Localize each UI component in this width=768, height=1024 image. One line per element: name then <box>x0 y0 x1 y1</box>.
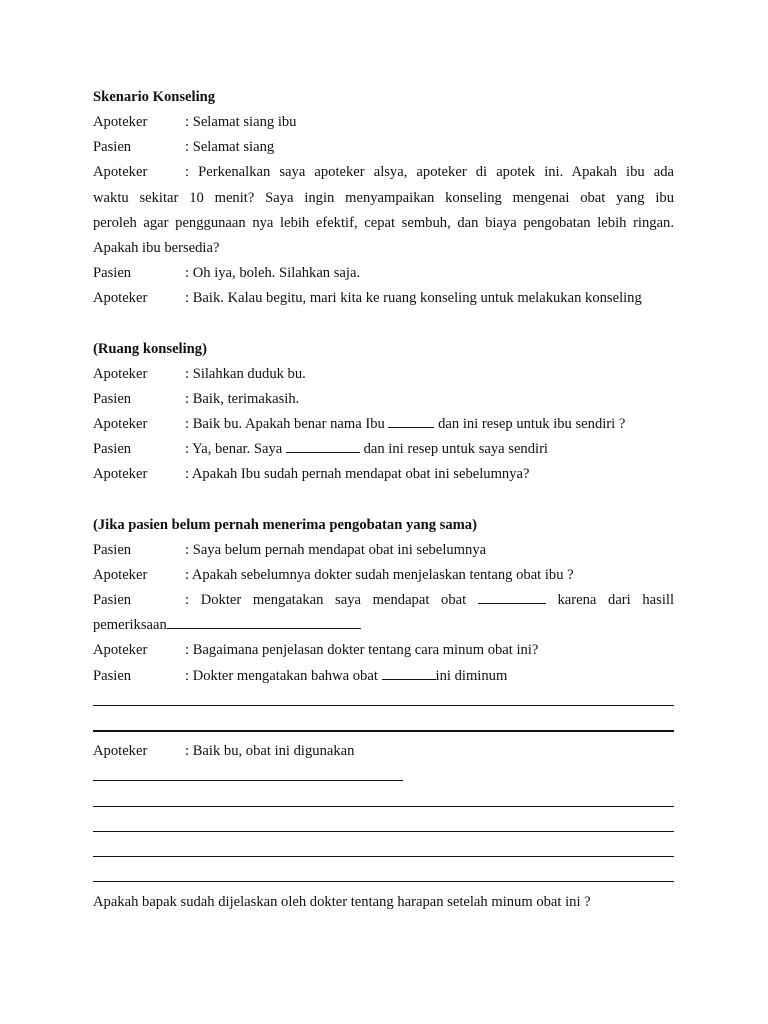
answer-rule <box>93 806 674 807</box>
dialogue-text: : Selamat siang <box>185 139 275 155</box>
dialogue-line <box>93 566 674 584</box>
dialogue-line <box>93 415 674 433</box>
dialogue-text: : Selamat siang ibu <box>185 114 297 130</box>
answer-rule <box>93 881 674 882</box>
dialogue-continuation: peroleh agar penggunaan nya lebih efektif, cepat sembuh, dan biaya pengobatan lebih ringan. <box>93 215 674 231</box>
answer-rule <box>93 780 403 781</box>
fill-blank <box>286 440 360 453</box>
speaker-label: Pasien <box>93 668 132 684</box>
dialogue-text: : Baik, terimakasih. <box>185 391 300 407</box>
dialogue-line <box>93 365 674 383</box>
dialogue-text: : Ya, benar. Saya <box>185 441 286 457</box>
speaker-label: Apoteker <box>93 114 148 130</box>
dialogue-continuation: waktu sekitar 10 menit? Saya ingin menyampaikan konseling mengenai obat yang ibu <box>93 190 674 206</box>
speaker-label: Pasien <box>93 265 132 281</box>
speaker-label: Apoteker <box>93 642 148 658</box>
dialogue-line <box>93 541 674 559</box>
dialogue-line <box>93 641 674 659</box>
fill-blank <box>382 667 436 680</box>
dialogue-text: karena dari hasill <box>545 592 674 608</box>
speaker-label: Pasien <box>93 391 132 407</box>
speaker-label: Apoteker <box>93 290 148 306</box>
fill-blank <box>478 591 546 604</box>
speaker-label: Apoteker <box>93 416 148 432</box>
dialogue-continuation: Apakah ibu bersedia? <box>93 240 220 256</box>
dialogue-text: dan ini resep untuk ibu sendiri ? <box>434 416 626 432</box>
dialogue-text: : Oh iya, boleh. Silahkan saja. <box>185 265 361 281</box>
speaker-label: Apoteker <box>93 164 148 180</box>
answer-rule <box>93 831 674 832</box>
answer-rule <box>93 856 674 857</box>
dialogue-text: : Bagaimana penjelasan dokter tentang cara minum obat ini? <box>185 642 539 658</box>
section-heading: (Ruang konseling) <box>93 341 207 357</box>
dialogue-line <box>93 163 674 181</box>
section-heading: (Jika pasien belum pernah menerima pengobatan yang sama) <box>93 517 477 533</box>
dialogue-line <box>93 591 674 609</box>
speaker-label: Apoteker <box>93 567 148 583</box>
answer-rule <box>93 730 674 732</box>
dialogue-text: : Dokter mengatakan saya mendapat obat <box>185 592 478 608</box>
dialogue-text: : Baik bu, obat ini digunakan <box>185 743 355 759</box>
dialogue-line <box>93 138 674 156</box>
speaker-label: Pasien <box>93 139 132 155</box>
dialogue-text: ini diminum <box>435 668 508 684</box>
speaker-label: Pasien <box>93 441 132 457</box>
dialogue-text: : Perkenalkan saya apoteker alsya, apoteker di apotek ini. Apakah ibu ada <box>185 164 674 180</box>
answer-rule <box>93 705 674 706</box>
dialogue-line <box>93 742 674 760</box>
dialogue-text: dan ini resep untuk saya sendiri <box>359 441 548 457</box>
dialogue-text: : Dokter mengatakan bahwa obat <box>185 668 382 684</box>
dialogue-text: : Apakah Ibu sudah pernah mendapat obat ini sebelumnya? <box>185 466 530 482</box>
dialogue-line <box>93 390 674 408</box>
dialogue-line <box>93 289 674 307</box>
dialogue-text: : Silahkan duduk bu. <box>185 366 306 382</box>
closing-question: Apakah bapak sudah dijelaskan oleh dokter tentang harapan setelah minum obat ini ? <box>93 894 591 910</box>
dialogue-text: pemeriksaan <box>93 617 167 633</box>
fill-blank <box>388 415 434 428</box>
dialogue-text: : Baik bu. Apakah benar nama Ibu <box>185 416 389 432</box>
dialogue-text: : Baik. Kalau begitu, mari kita ke ruang konseling untuk melakukan konseling <box>185 290 642 306</box>
dialogue-text: : Saya belum pernah mendapat obat ini sebelumnya <box>185 542 487 558</box>
speaker-label: Apoteker <box>93 466 148 482</box>
dialogue-line <box>93 113 674 131</box>
dialogue-text: : Apakah sebelumnya dokter sudah menjelaskan tentang obat ibu ? <box>185 567 574 583</box>
speaker-label: Pasien <box>93 592 132 608</box>
dialogue-line <box>93 667 674 685</box>
dialogue-line <box>93 264 674 282</box>
dialogue-line <box>93 465 674 483</box>
speaker-label: Apoteker <box>93 743 148 759</box>
document-title: Skenario Konseling <box>93 89 216 105</box>
speaker-label: Pasien <box>93 542 132 558</box>
speaker-label: Apoteker <box>93 366 148 382</box>
dialogue-continuation <box>93 616 674 634</box>
dialogue-line <box>93 440 674 458</box>
fill-blank <box>167 616 361 629</box>
